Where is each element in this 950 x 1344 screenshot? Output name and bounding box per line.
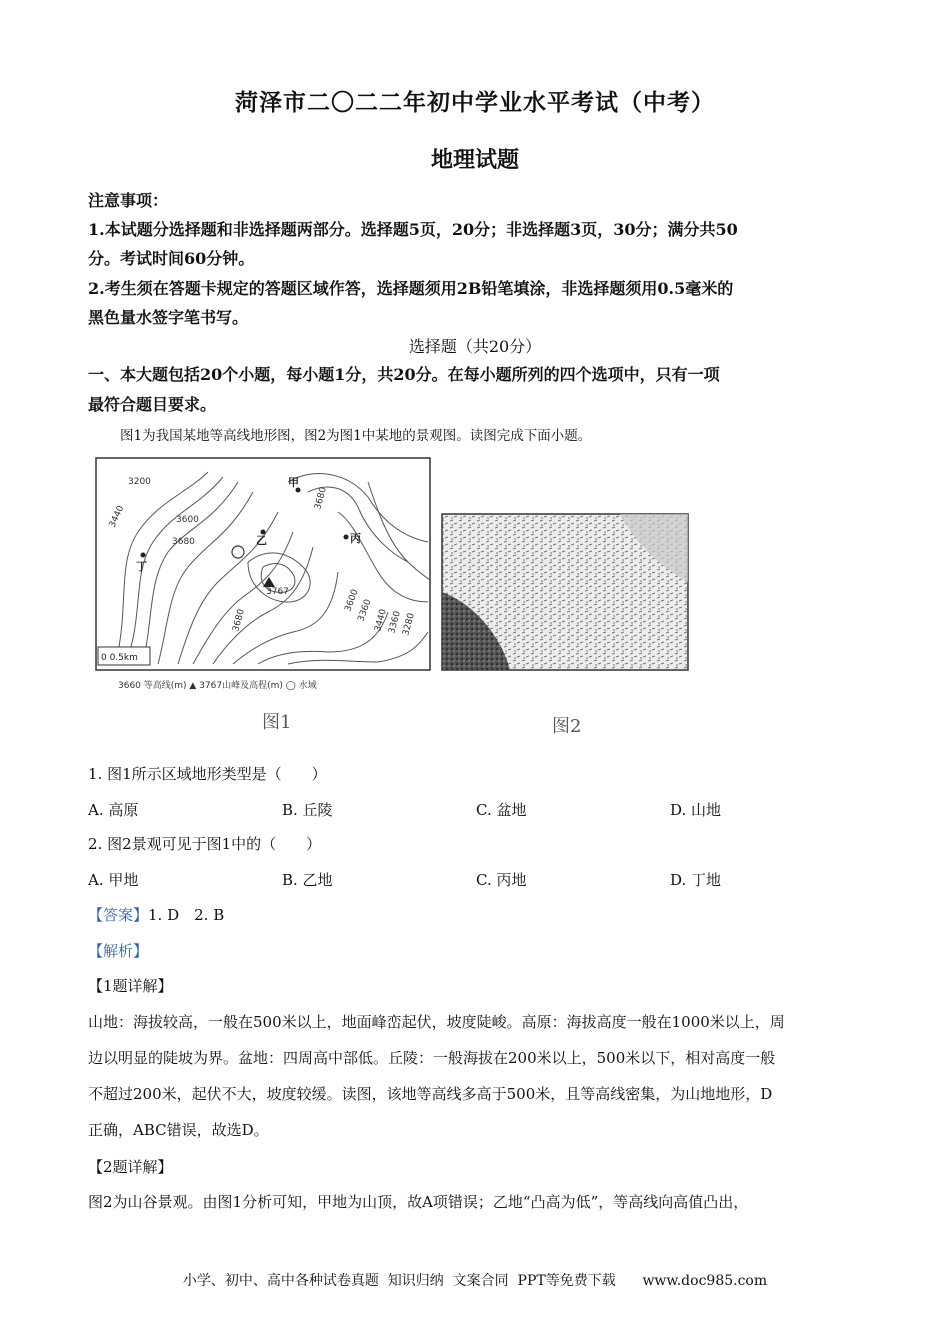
q1-analysis-line: 不超过200米，起伏不大，坡度较缓。读图，该地等高线多高于500米，且等高线密集，为山地地形，D bbox=[88, 1085, 773, 1103]
question-1-option-a: A. 高原 bbox=[88, 801, 139, 819]
contour-label: 3600 bbox=[176, 515, 199, 525]
contour-label: 3440 bbox=[107, 504, 127, 530]
contour-label: 3600 bbox=[343, 588, 361, 614]
exam-title: 菏泽市二〇二二年初中学业水平考试（中考） bbox=[235, 89, 715, 116]
contour-label: 3440 bbox=[373, 608, 389, 633]
question-2-option-b: B. 乙地 bbox=[282, 871, 333, 889]
q2-analysis-heading: 【2题详解】 bbox=[88, 1158, 173, 1176]
notice-heading: 注意事项： bbox=[88, 191, 169, 210]
map-legend: 3660 等高线(m) ▲ 3767山峰及高程(m) ◯ 水域 bbox=[118, 681, 317, 691]
contour-label: 3680 bbox=[313, 486, 329, 511]
q1-analysis-line: 边以明显的陡坡为界。盆地：四周高中部低。丘陵：一般海拔在200米以上，500米以下，相对高度一般 bbox=[88, 1049, 776, 1067]
notice-item1-line1: 1.本试题分选择题和非选择题两部分。选择题5页，20分；非选择题3页，30分；满分共50 bbox=[88, 220, 738, 239]
analysis-label: 【解析】 bbox=[88, 942, 149, 960]
contour-label: 3200 bbox=[128, 477, 151, 487]
figure1-caption: 图1 bbox=[262, 712, 292, 733]
page-footer: 小学、初中、高中各种试卷真题 知识归纳 文案合同 PPT等免费下载 www.doc985.com bbox=[182, 1273, 768, 1289]
notice-item2-line1: 2.考生须在答题卡规定的答题区域作答，选择题须用2B铅笔填涂，非选择题须用0.5毫米的 bbox=[88, 279, 734, 298]
answer-line bbox=[88, 904, 224, 925]
question-1-stem: 1. 图1所示区域地形类型是（ ） bbox=[88, 765, 327, 783]
question-2-option-a: A. 甲地 bbox=[88, 871, 139, 889]
exam-subtitle: 地理试题 bbox=[430, 147, 519, 173]
contour-label: 3280 bbox=[401, 612, 417, 637]
question-2-option-c: C. 丙地 bbox=[476, 871, 527, 889]
point-bing-marker bbox=[344, 535, 349, 540]
answer-label: 【答案】 bbox=[88, 906, 149, 924]
question-1-option-d: D. 山地 bbox=[670, 801, 722, 819]
q1-analysis-line: 山地：海拔较高，一般在500米以上，地面峰峦起伏，坡度陡峻。高原：海拔高度一般在1000米以上，周 bbox=[88, 1013, 785, 1031]
section-instruction-line1: 一、本大题包括20个小题，每小题1分，共20分。在每小题所列的四个选项中，只有一项 bbox=[88, 365, 720, 384]
landscape-photo-figure bbox=[440, 512, 690, 672]
question-2-stem: 2. 图2景观可见于图1中的（ ） bbox=[88, 835, 322, 853]
section-instruction-line2: 最符合题目要求。 bbox=[88, 395, 217, 414]
figure2-caption: 图2 bbox=[552, 716, 582, 737]
contour-label: 3360 bbox=[387, 610, 403, 635]
notice-item1-line2: 分。考试时间60分钟。 bbox=[88, 249, 255, 268]
contour-label: 3680 bbox=[172, 537, 195, 547]
contour-label: 3360 bbox=[356, 598, 374, 624]
answer-text: 1. D 2. B bbox=[148, 906, 225, 924]
contour-map-figure bbox=[88, 452, 438, 702]
q2-analysis-line: 图2为山谷景观。由图1分析可知，甲地为山顶，故A项错误；乙地“凸高为低”，等高线向高值凸出， bbox=[88, 1193, 749, 1211]
place-label-jia: 甲 bbox=[288, 476, 299, 489]
place-label-ding: 丁 bbox=[136, 560, 147, 573]
question-2-option-d: D. 丁地 bbox=[670, 871, 722, 889]
q1-analysis-line: 正确，ABC错误，故选D。 bbox=[88, 1121, 269, 1139]
scale-bar-label: 0 0.5km bbox=[101, 653, 138, 663]
question-1-option-b: B. 丘陵 bbox=[282, 801, 333, 819]
section-title: 选择题（共20分） bbox=[408, 337, 542, 356]
peak-elevation-label: 3767 bbox=[266, 587, 289, 597]
contour-label: 3680 bbox=[231, 608, 247, 633]
figure-intro: 图1为我国某地等高线地形图，图2为图1中某地的景观图。读图完成下面小题。 bbox=[120, 428, 592, 444]
place-label-bing: 丙 bbox=[350, 532, 361, 545]
notice-item2-line2: 黑色量水签字笔书写。 bbox=[88, 308, 249, 327]
point-ding-marker bbox=[141, 553, 146, 558]
question-1-option-c: C. 盆地 bbox=[476, 801, 527, 819]
q1-analysis-heading: 【1题详解】 bbox=[88, 977, 173, 995]
place-label-yi: 乙 bbox=[256, 534, 267, 547]
